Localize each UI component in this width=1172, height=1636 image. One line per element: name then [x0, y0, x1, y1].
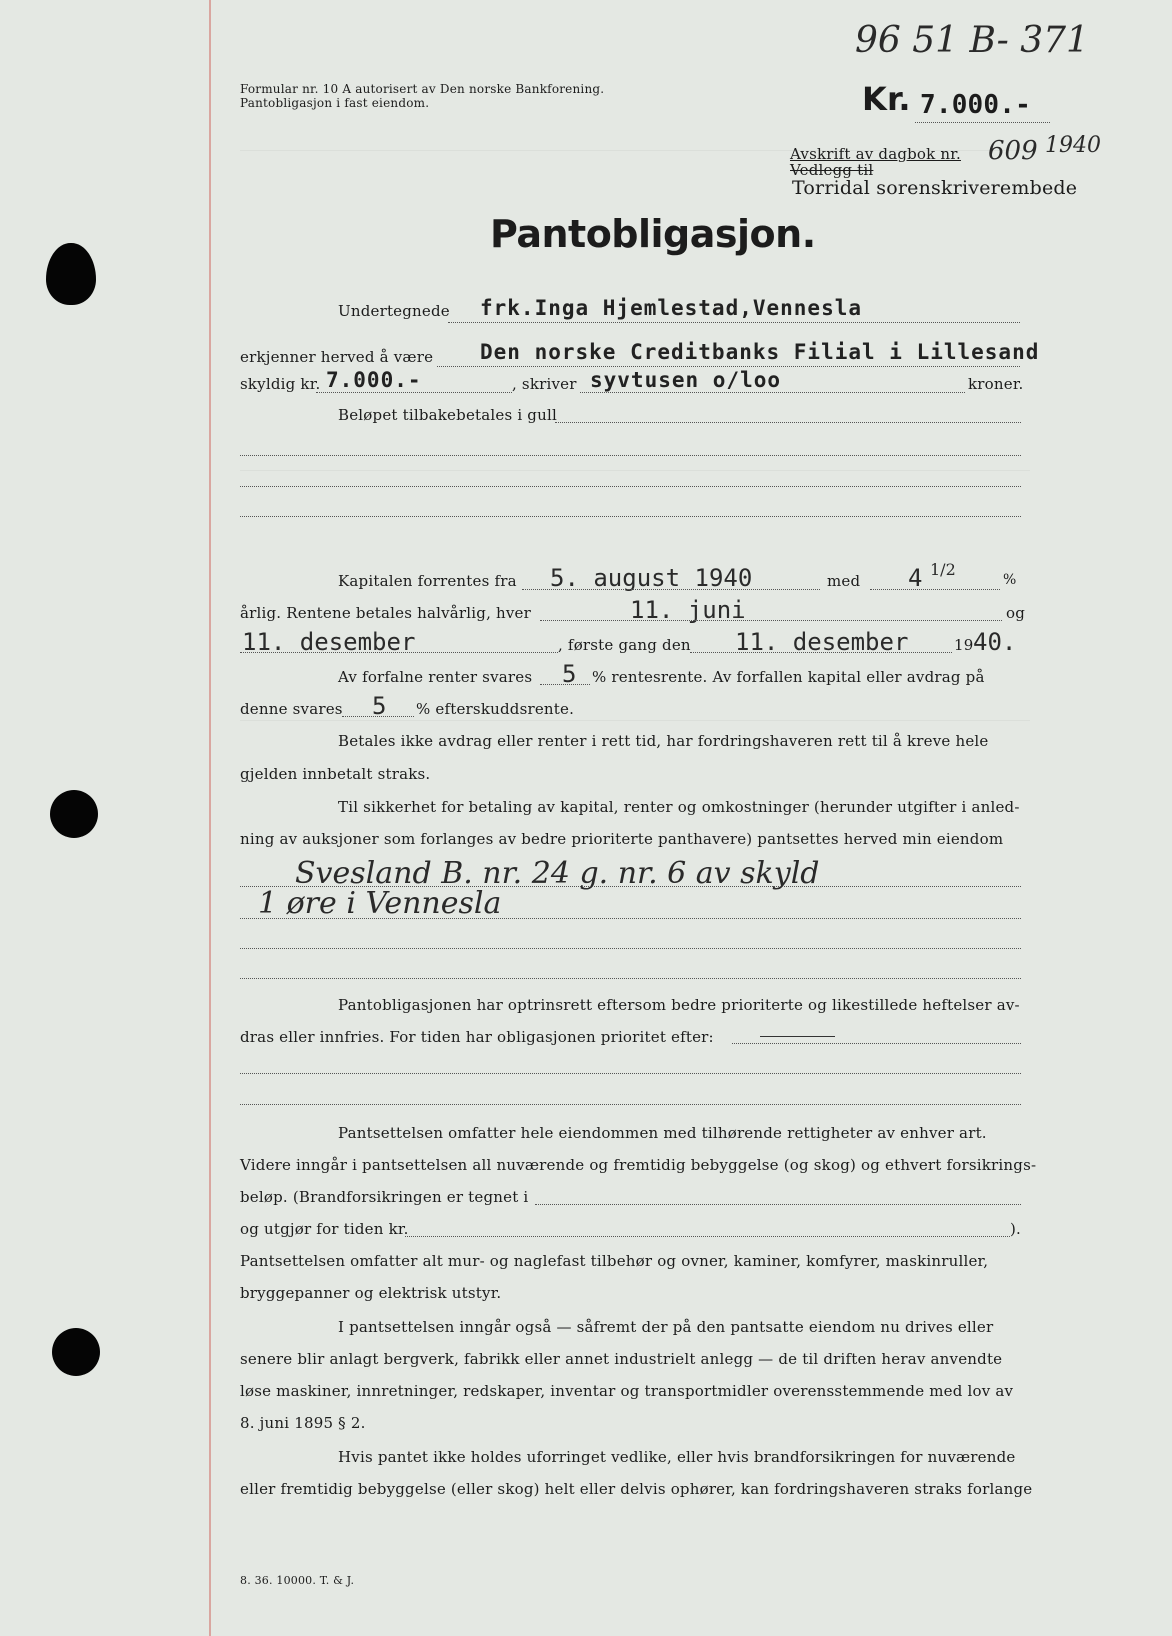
- forste-label: , første gang den: [558, 636, 691, 654]
- kr-label: Kr.: [862, 80, 911, 118]
- erkjenner-line: [437, 366, 1020, 367]
- kroner-label: kroner.: [968, 375, 1024, 393]
- omfatter-line-4: og utgjør for tiden kr.: [240, 1220, 409, 1238]
- undertegnede-label: Undertegnede: [338, 302, 450, 320]
- kr-amount: 7.000.-: [920, 90, 1031, 120]
- kr-amount-line: [915, 122, 1050, 123]
- rate-percent: %: [1003, 572, 1017, 588]
- skriver-line: [580, 392, 965, 393]
- skyldig-value: 7.000.-: [326, 368, 422, 392]
- omfatter-line-4-end: ).: [1010, 1220, 1022, 1238]
- skyldig-label: skyldig kr.: [240, 375, 321, 393]
- forfalne-text-1: Av forfalne renter svares: [338, 668, 533, 686]
- undertegnede-value: frk.Inga Hjemlestad,Vennesla: [480, 296, 863, 320]
- stamp-year: 1940: [1045, 133, 1101, 158]
- property-line-2: 1 øre i Vennesla: [258, 886, 502, 921]
- belopet-line-1: [555, 422, 1021, 423]
- omfatter-line-3: beløp. (Brandforsikringen er tegnet i: [240, 1188, 529, 1206]
- sikkerhet-line-2: ning av auksjoner som forlanges av bedre prioriterte panthavere) pantsettes herved min eiendom: [240, 830, 1004, 848]
- arlig-date: 11. juni: [630, 596, 746, 624]
- margin-rule: [209, 0, 211, 1636]
- forfalne-line: [540, 684, 590, 685]
- omfatter-line-5: Pantsettelsen omfatter alt mur- og naglefast tilbehør og ovner, kaminer, komfyrer, maskinruller,: [240, 1252, 989, 1270]
- property-line-1: Svesland B. nr. 24 g. nr. 6 av skyld: [295, 856, 820, 891]
- prior-dotted-3: [240, 1104, 1021, 1105]
- undertegnede-line: [448, 322, 1020, 323]
- prior-line-1: Pantobligasjonen har optrinsrett eftersom bedre prioriterte og likestillede heftelser av-: [338, 996, 1020, 1014]
- archive-reference: 96 51 B- 371: [855, 20, 1089, 61]
- stamp-number: 609: [988, 136, 1038, 166]
- kapitalen-label: Kapitalen forrentes fra: [338, 572, 517, 590]
- forste-year-prefix: 19: [954, 636, 974, 654]
- forste-date: 11. desember: [735, 628, 909, 656]
- forste-date-line: [690, 652, 952, 653]
- belopet-line-2: [240, 455, 1021, 456]
- stamp-line-3: Torridal sorenskriverembede: [792, 177, 1078, 199]
- document-title: Pantobligasjon.: [490, 212, 816, 256]
- arlig-line: [540, 620, 1002, 621]
- prior-hand-dash: [760, 1036, 835, 1037]
- prior-dotted-2: [240, 1073, 1021, 1074]
- bleed-through: [240, 470, 1030, 473]
- og-label: og: [1006, 604, 1026, 622]
- property-dotted-4: [240, 978, 1021, 979]
- second-date-line: [240, 652, 558, 653]
- second-date: 11. desember: [242, 628, 416, 656]
- punch-hole-bottom: [52, 1328, 100, 1376]
- omfatter-dotted-4: [405, 1236, 1010, 1237]
- betales-line-2: gjelden innbetalt straks.: [240, 765, 431, 783]
- inngar-line-3: løse maskiner, innretninger, redskaper, inventar og transportmidler overensstemmende med lov av: [240, 1382, 1014, 1400]
- stamp-line-1: Avskrift av dagbok nr.: [790, 145, 961, 163]
- skriver-value: syvtusen o/loo: [590, 368, 782, 392]
- belopet-line-4: [240, 516, 1021, 517]
- belopet-line-3: [240, 486, 1021, 487]
- prior-line-dotted: [732, 1043, 1021, 1044]
- punch-hole-middle: [50, 790, 98, 838]
- skriver-label: , skriver: [512, 375, 577, 393]
- denne-line: [342, 716, 414, 717]
- betales-line-1: Betales ikke avdrag eller renter i rett tid, har fordringshaveren rett til å kreve hele: [338, 732, 989, 750]
- prior-line-2: dras eller innfries. For tiden har obligasjonen prioritet efter:: [240, 1028, 714, 1046]
- hvis-line-1: Hvis pantet ikke holdes uforringet vedlike, eller hvis brandforsikringen for nuværende: [338, 1448, 1016, 1466]
- skyldig-line: [316, 392, 512, 393]
- med-label: med: [827, 572, 861, 590]
- omfatter-dotted-3: [535, 1204, 1021, 1205]
- forste-year: 40.: [973, 628, 1017, 656]
- denne-text-2: % efterskuddsrente.: [416, 700, 575, 718]
- form-line-1: Formular nr. 10 A autorisert av Den norske Bankforening.: [240, 82, 605, 96]
- punch-hole-top: [46, 243, 96, 305]
- form-line-2: Pantobligasjon i fast eiendom.: [240, 96, 430, 110]
- sikkerhet-line-1: Til sikkerhet for betaling av kapital, renter og omkostninger (herunder utgifter i anled-: [338, 798, 1020, 816]
- forfalne-text-2: % rentesrente. Av forfallen kapital eller avdrag på: [592, 668, 985, 686]
- property-dotted-3: [240, 948, 1021, 949]
- erkjenner-label: erkjenner herved å være: [240, 348, 434, 366]
- arlig-label: årlig. Rentene betales halvårlig, hver: [240, 604, 531, 622]
- stamp-line-2: Vedlegg til: [790, 161, 874, 179]
- denne-value: 5: [372, 692, 387, 720]
- rate-fraction: 1/2: [930, 560, 956, 579]
- rate-whole: 4: [908, 564, 923, 592]
- forfalne-value: 5: [562, 660, 577, 688]
- belopet-label: Beløpet tilbakebetales i gull: [338, 406, 557, 424]
- print-code: 8. 36. 10000. T. & J.: [240, 1574, 355, 1587]
- inngar-line-1: I pantsettelsen inngår også — såfremt der på den pantsatte eiendom nu drives eller: [338, 1318, 994, 1336]
- bleed-through: [240, 720, 1030, 723]
- omfatter-line-6: bryggepanner og elektrisk utstyr.: [240, 1284, 502, 1302]
- kapitalen-line: [522, 589, 820, 590]
- erkjenner-value: Den norske Creditbanks Filial i Lillesand: [480, 340, 1040, 364]
- denne-text-1: denne svares: [240, 700, 343, 718]
- inngar-line-2: senere blir anlagt bergverk, fabrikk eller annet industrielt anlegg — de til driften herav anvendte: [240, 1350, 1003, 1368]
- property-dotted-2: [240, 918, 1021, 919]
- hvis-line-2: eller fremtidig bebyggelse (eller skog) helt eller delvis ophører, kan fordringshaveren straks forlange: [240, 1480, 1033, 1498]
- rate-line: [870, 589, 1000, 590]
- kapitalen-date: 5. august 1940: [550, 564, 753, 592]
- omfatter-line-1: Pantsettelsen omfatter hele eiendommen med tilhørende rettigheter av enhver art.: [338, 1124, 987, 1142]
- omfatter-line-2: Videre inngår i pantsettelsen all nuværende og fremtidig bebyggelse (og skog) og ethvert forsikrings-: [240, 1156, 1037, 1174]
- inngar-line-4: 8. juni 1895 § 2.: [240, 1414, 366, 1432]
